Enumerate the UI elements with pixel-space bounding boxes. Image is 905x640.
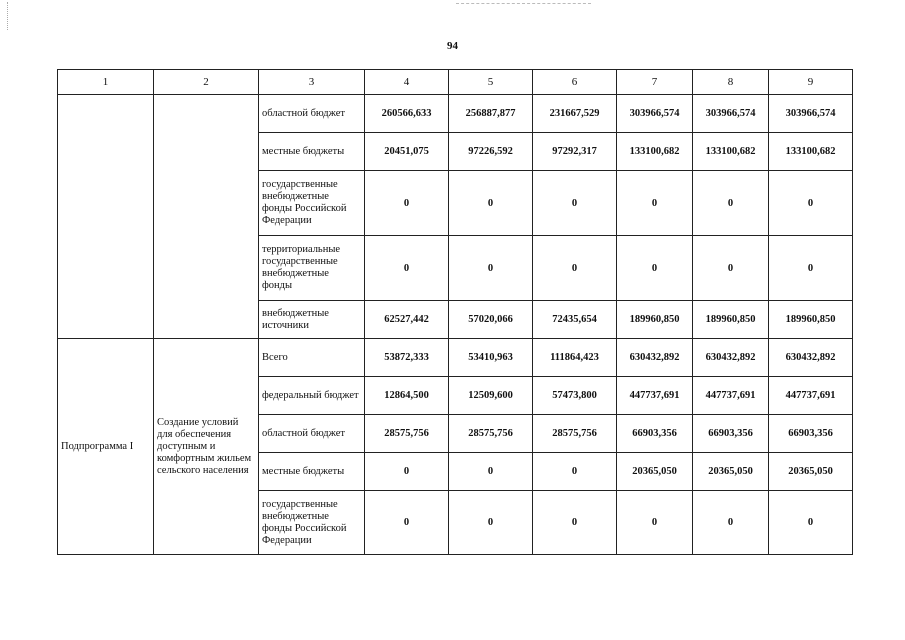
table-row (58, 339, 853, 377)
value-cell: 28575,756 (449, 415, 533, 453)
value-cell: 66903,356 (693, 415, 769, 453)
header-cell: 5 (449, 70, 533, 95)
value-cell: 0 (769, 491, 853, 555)
value-cell: 53410,963 (449, 339, 533, 377)
value-cell: 0 (693, 491, 769, 555)
value-cell: 0 (365, 171, 449, 236)
header-cell: 4 (365, 70, 449, 95)
value-cell: 20365,050 (769, 453, 853, 491)
header-cell: 9 (769, 70, 853, 95)
header-cell: 1 (58, 70, 154, 95)
value-cell: 0 (617, 171, 693, 236)
value-cell: 133100,682 (617, 133, 693, 171)
value-cell: 189960,850 (617, 301, 693, 339)
value-cell: 0 (533, 236, 617, 301)
value-cell: 20451,075 (365, 133, 449, 171)
program-cell-empty (58, 95, 154, 339)
value-cell: 303966,574 (693, 95, 769, 133)
header-cell: 8 (693, 70, 769, 95)
program-cell: Подпрограмма I (58, 339, 154, 555)
program-name-cell: Создание условий для обеспечения доступным и комфортным жильем сельского населения (154, 339, 259, 555)
value-cell: 447737,691 (693, 377, 769, 415)
value-cell: 0 (693, 171, 769, 236)
funding-source: внебюджетные источники (259, 301, 365, 339)
value-cell: 57473,800 (533, 377, 617, 415)
value-cell: 0 (533, 453, 617, 491)
value-cell: 0 (449, 236, 533, 301)
value-cell: 256887,877 (449, 95, 533, 133)
value-cell: 12509,600 (449, 377, 533, 415)
value-cell: 28575,756 (365, 415, 449, 453)
funding-source: государственные внебюджетные фонды Российской Федерации (259, 491, 365, 555)
name-cell-empty (154, 95, 259, 339)
value-cell: 447737,691 (617, 377, 693, 415)
page-number: 94 (447, 40, 458, 52)
value-cell: 303966,574 (769, 95, 853, 133)
funding-source: областной бюджет (259, 415, 365, 453)
budget-table (57, 69, 853, 555)
value-cell: 260566,633 (365, 95, 449, 133)
value-cell: 0 (693, 236, 769, 301)
value-cell: 97226,592 (449, 133, 533, 171)
value-cell: 447737,691 (769, 377, 853, 415)
value-cell: 0 (449, 171, 533, 236)
value-cell: 0 (449, 453, 533, 491)
value-cell: 53872,333 (365, 339, 449, 377)
value-cell: 62527,442 (365, 301, 449, 339)
table-row (58, 95, 853, 133)
value-cell: 133100,682 (693, 133, 769, 171)
funding-source: местные бюджеты (259, 133, 365, 171)
value-cell: 0 (769, 171, 853, 236)
value-cell: 133100,682 (769, 133, 853, 171)
value-cell: 57020,066 (449, 301, 533, 339)
value-cell: 0 (533, 491, 617, 555)
funding-source: Всего (259, 339, 365, 377)
value-cell: 72435,654 (533, 301, 617, 339)
value-cell: 66903,356 (617, 415, 693, 453)
value-cell: 97292,317 (533, 133, 617, 171)
value-cell: 111864,423 (533, 339, 617, 377)
value-cell: 0 (617, 236, 693, 301)
value-cell: 231667,529 (533, 95, 617, 133)
value-cell: 630432,892 (693, 339, 769, 377)
value-cell: 630432,892 (617, 339, 693, 377)
header-row (58, 70, 853, 95)
value-cell: 0 (769, 236, 853, 301)
header-cell: 6 (533, 70, 617, 95)
scan-artifact-mark (456, 3, 591, 5)
value-cell: 189960,850 (693, 301, 769, 339)
value-cell: 20365,050 (693, 453, 769, 491)
value-cell: 20365,050 (617, 453, 693, 491)
value-cell: 189960,850 (769, 301, 853, 339)
header-cell: 7 (617, 70, 693, 95)
value-cell: 66903,356 (769, 415, 853, 453)
funding-source: территориальные государственные внебюджетные фонды (259, 236, 365, 301)
funding-source: местные бюджеты (259, 453, 365, 491)
value-cell: 0 (533, 171, 617, 236)
header-cell: 3 (259, 70, 365, 95)
value-cell: 0 (617, 491, 693, 555)
funding-source: государственные внебюджетные фонды Российской Федерации (259, 171, 365, 236)
funding-source: федеральный бюджет (259, 377, 365, 415)
scan-edge-mark (7, 2, 9, 30)
value-cell: 630432,892 (769, 339, 853, 377)
header-cell: 2 (154, 70, 259, 95)
value-cell: 28575,756 (533, 415, 617, 453)
value-cell: 0 (449, 491, 533, 555)
value-cell: 303966,574 (617, 95, 693, 133)
value-cell: 0 (365, 236, 449, 301)
funding-source: областной бюджет (259, 95, 365, 133)
value-cell: 0 (365, 453, 449, 491)
value-cell: 0 (365, 491, 449, 555)
value-cell: 12864,500 (365, 377, 449, 415)
